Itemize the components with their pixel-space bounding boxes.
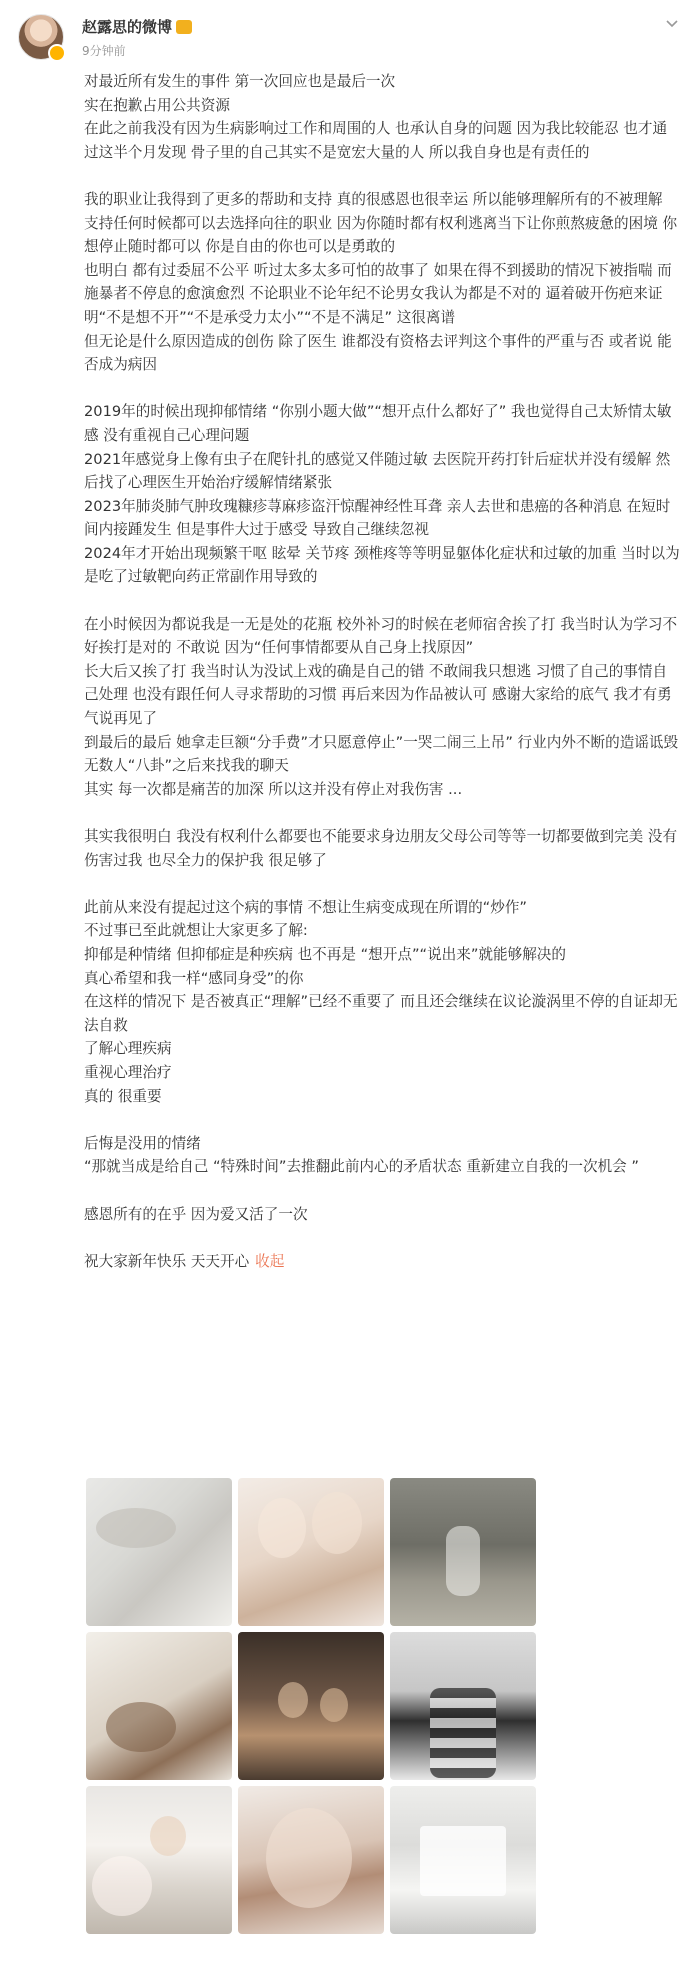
photo-6[interactable] bbox=[390, 1632, 536, 1780]
photo-7[interactable] bbox=[86, 1786, 232, 1934]
photo-grid bbox=[86, 1478, 536, 1934]
post-line: 但无论是什么原因造成的创伤 除了医生 谁都没有资格去评判这个事件的严重与否 或者说 能否成为病因 bbox=[84, 332, 672, 374]
post-line: 我的职业让我得到了更多的帮助和支持 真的很感恩也很幸运 所以能够理解所有的不被理解 bbox=[84, 190, 663, 208]
paragraph-gap bbox=[84, 1226, 680, 1250]
post-body bbox=[84, 70, 680, 1273]
verified-badge-icon bbox=[176, 20, 192, 34]
post-line: 也明白 都有过委屈不公平 听过太多太多可怕的故事了 如果在得不到援助的情况下被指喘 而施暴者不停息的愈演愈烈 不论职业不论年纪不论男女我认为都是不对的 逼着破开伤疤来证明“不是想不开”“不是承受力太小”“不是不满足” 这很离谱 bbox=[84, 261, 672, 326]
post-line: 在小时候因为都说我是一无是处的花瓶 校外补习的时候在老师宿舍挨了打 我当时认为学习不好挨打是对的 不敢说 因为“任何事情都要从自己身上找原因” bbox=[84, 615, 678, 657]
post-line: 2024年才开始出现频繁干呕 眩晕 关节疼 颈椎疼等等明显躯体化症状和过敏的加重 当时以为是吃了过敏靶向药正常副作用导致的 bbox=[84, 544, 680, 586]
paragraph-gap bbox=[84, 377, 680, 401]
photo-2[interactable] bbox=[238, 1478, 384, 1626]
post-line: 实在抱歉占用公共资源 bbox=[84, 96, 230, 114]
post-line-text: 祝大家新年快乐 天天开心 bbox=[84, 1252, 250, 1270]
photo-8[interactable] bbox=[238, 1786, 384, 1934]
paragraph-gap bbox=[84, 164, 680, 188]
username[interactable] bbox=[82, 16, 192, 37]
post-line: 了解心理疾病 bbox=[84, 1040, 172, 1058]
avatar-verified-badge bbox=[48, 44, 66, 62]
photo-9[interactable] bbox=[390, 1786, 536, 1934]
post-line: 此前从来没有提起过这个病的事情 不想让生病变成现在所谓的“炒作” bbox=[84, 898, 527, 916]
post-timestamp[interactable]: 9分钟前 bbox=[82, 44, 126, 58]
post-line: 2019年的时候出现抑郁情绪 “你别小题大做”“想开点什么都好了” 我也觉得自己太矫情太敏感 没有重视自己心理问题 bbox=[84, 403, 672, 444]
chevron-down-icon[interactable] bbox=[662, 14, 682, 34]
username-text[interactable]: 赵露思的微博 bbox=[82, 18, 173, 36]
post-line: 对最近所有发生的事件 第一次回应也是最后一次 bbox=[84, 73, 396, 90]
post-line: 抑郁是种情绪 但抑郁症是种疾病 也不再是 “想开点”“说出来”就能够解决的 bbox=[84, 945, 566, 963]
post-line: 到最后的最后 她拿走巨额“分手费”才只愿意停止”一哭二闹三上吊” 行业内外不断的造谣诋毁 无数人“八卦”之后来找我的聊天 bbox=[84, 733, 679, 775]
post-line: 2021年感觉身上像有虫子在爬针扎的感觉又伴随过敏 去医院开药打针后症状并没有缓解 然后找了心理医生开始治疗缓解情绪紧张 bbox=[84, 450, 671, 492]
photo-1[interactable] bbox=[86, 1478, 232, 1626]
post-line: 长大后又挨了打 我当时认为没试上戏的确是自己的错 不敢闹我只想逃 习惯了自己的事情自己处理 也没有跟任何人寻求帮助的习惯 再后来因为作品被认可 感谢大家给的底气 我才有勇气说再见了 bbox=[84, 662, 672, 728]
photo-4[interactable] bbox=[86, 1632, 232, 1780]
paragraph-gap bbox=[84, 1108, 680, 1132]
post-line: 重视心理治疗 bbox=[84, 1063, 172, 1081]
post-line: 在这样的情况下 是否被真正“理解”已经不重要了 而且还会继续在议论漩涡里不停的自证却无法自救 bbox=[84, 993, 678, 1034]
post-line: 不过事已至此就想让大家更多了解: bbox=[84, 922, 308, 940]
post-line bbox=[84, 1250, 680, 1274]
post-line: 真心希望和我一样“感同身受”的你 bbox=[84, 969, 304, 987]
post-line: 在此之前我没有因为生病影响过工作和周围的人 也承认自身的问题 因为我比较能忍 也才通过这半个月发现 骨子里的自己其实不是宽宏大量的人 所以我自身也是有责任的 bbox=[84, 120, 668, 161]
post-line: 支持任何时候都可以去选择向往的职业 因为你随时都有权利逃离当下让你煎熬疲惫的困境 你想停止随时都可以 你是自由的你也可以是勇敢的 bbox=[84, 214, 678, 256]
post-line: “那就当成是给自己 “特殊时间”去推翻此前内心的矛盾状态 重新建立自我的一次机会 ” bbox=[84, 1158, 639, 1176]
post-line: 其实 每一次都是痛苦的加深 所以这并没有停止对我伤害 ... bbox=[84, 780, 463, 798]
paragraph-gap bbox=[84, 1179, 680, 1203]
post-line: 感恩所有的在乎 因为爱又活了一次 bbox=[84, 1205, 308, 1223]
paragraph-gap bbox=[84, 589, 680, 613]
post-line: 其实我很明白 我没有权利什么都要也不能要求身边朋友父母公司等等一切都要做到完美 没有伤害过我 也尽全力的保护我 很足够了 bbox=[84, 828, 678, 869]
collapse-link[interactable]: 收起 bbox=[255, 1252, 285, 1270]
photo-3[interactable] bbox=[390, 1478, 536, 1626]
post-line: 后悔是没用的情绪 bbox=[84, 1134, 201, 1152]
paragraph-gap bbox=[84, 801, 680, 825]
post-line: 2023年肺炎肺气肿玫瑰糠疹荨麻疹盗汗惊醒神经性耳聋 亲人去世和患癌的各种消息 在短时间内接踵发生 但是事件大过于感受 导致自己继续忽视 bbox=[84, 497, 671, 539]
photo-5[interactable] bbox=[238, 1632, 384, 1780]
paragraph-gap bbox=[84, 872, 680, 896]
post-line: 真的 很重要 bbox=[84, 1087, 162, 1105]
